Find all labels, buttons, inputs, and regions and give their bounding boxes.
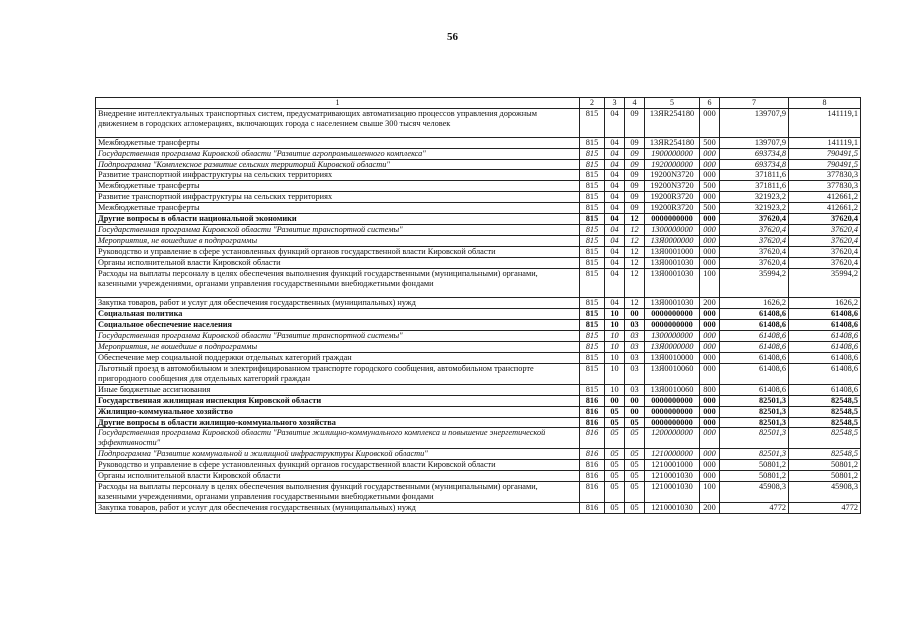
- row-section-cell: 04: [605, 108, 625, 137]
- row-ministry-cell: 815: [580, 319, 605, 330]
- row-expense-type-cell: 000: [700, 363, 720, 384]
- row-amount-1-cell: 61408,6: [720, 319, 789, 330]
- row-target-cell: 19200R3720: [645, 192, 700, 203]
- table-row: [96, 203, 861, 214]
- row-name-cell: Межбюджетные трансферты: [96, 137, 580, 148]
- row-expense-type-cell: 000: [700, 428, 720, 449]
- row-expense-type-cell: 000: [700, 449, 720, 460]
- row-amount-1-cell: 82501,3: [720, 395, 789, 406]
- table-row: [96, 192, 861, 203]
- row-target-cell: 13Я0010000: [645, 352, 700, 363]
- row-amount-1-cell: 50801,2: [720, 471, 789, 482]
- row-amount-2-cell: 61408,6: [789, 330, 861, 341]
- row-amount-1-cell: 321923,2: [720, 203, 789, 214]
- row-expense-type-cell: 000: [700, 108, 720, 137]
- table-row: [96, 460, 861, 471]
- row-name-cell: Развитие транспортной инфраструктуры на сельских территориях: [96, 170, 580, 181]
- row-amount-1-cell: 693734,8: [720, 159, 789, 170]
- row-name-cell: Мероприятия, не вошедшие в подпрограммы: [96, 236, 580, 247]
- row-expense-type-cell: 500: [700, 181, 720, 192]
- row-amount-1-cell: 371811,6: [720, 170, 789, 181]
- row-expense-type-cell: 000: [700, 159, 720, 170]
- row-subsection-cell: 12: [625, 214, 645, 225]
- table-row: [96, 341, 861, 352]
- row-section-cell: 10: [605, 363, 625, 384]
- row-target-cell: 0000000000: [645, 406, 700, 417]
- row-amount-2-cell: 790491,5: [789, 148, 861, 159]
- row-amount-1-cell: 61408,6: [720, 308, 789, 319]
- row-name-cell: Руководство и управление в сфере установленных функций органов государственной власти Кировской области: [96, 460, 580, 471]
- row-expense-type-cell: 000: [700, 258, 720, 269]
- row-amount-2-cell: 37620,4: [789, 214, 861, 225]
- row-section-cell: 10: [605, 384, 625, 395]
- row-target-cell: 19200R3720: [645, 203, 700, 214]
- row-subsection-cell: 03: [625, 363, 645, 384]
- row-expense-type-cell: 000: [700, 406, 720, 417]
- row-subsection-cell: 09: [625, 192, 645, 203]
- row-target-cell: 0000000000: [645, 417, 700, 428]
- row-subsection-cell: 09: [625, 148, 645, 159]
- table-row: [96, 482, 861, 503]
- table-row: [96, 406, 861, 417]
- row-amount-1-cell: 45908,3: [720, 482, 789, 503]
- table-row: [96, 170, 861, 181]
- row-expense-type-cell: 000: [700, 170, 720, 181]
- row-amount-2-cell: 1626,2: [789, 298, 861, 309]
- row-amount-1-cell: 37620,4: [720, 214, 789, 225]
- row-expense-type-cell: 000: [700, 341, 720, 352]
- row-section-cell: 05: [605, 417, 625, 428]
- row-amount-1-cell: 139707,9: [720, 108, 789, 137]
- table-row: [96, 236, 861, 247]
- row-subsection-cell: 03: [625, 384, 645, 395]
- row-ministry-cell: 815: [580, 269, 605, 298]
- row-target-cell: 13Я0010060: [645, 384, 700, 395]
- row-name-cell: Государственная программа Кировской области "Развитие транспортной системы": [96, 330, 580, 341]
- row-section-cell: 04: [605, 214, 625, 225]
- table-row: [96, 308, 861, 319]
- row-amount-2-cell: 141119,1: [789, 108, 861, 137]
- row-name-cell: Другие вопросы в области жилищно-коммунального хозяйства: [96, 417, 580, 428]
- header-cell-8: 8: [789, 98, 861, 109]
- table-row: [96, 269, 861, 298]
- row-name-cell: Руководство и управление в сфере установленных функций органов государственной власти Кировской области: [96, 247, 580, 258]
- row-amount-1-cell: 37620,4: [720, 225, 789, 236]
- row-target-cell: 13ЯR254180: [645, 108, 700, 137]
- row-target-cell: 0000000000: [645, 319, 700, 330]
- table-row: [96, 449, 861, 460]
- row-target-cell: 0000000000: [645, 214, 700, 225]
- header-cell-2: 2: [580, 98, 605, 109]
- row-target-cell: 1200000000: [645, 428, 700, 449]
- table-row: [96, 330, 861, 341]
- row-subsection-cell: 12: [625, 298, 645, 309]
- table-row: [96, 352, 861, 363]
- row-amount-2-cell: 61408,6: [789, 341, 861, 352]
- table-row: [96, 319, 861, 330]
- row-target-cell: 1210001030: [645, 471, 700, 482]
- row-name-cell: Органы исполнительной власти Кировской области: [96, 471, 580, 482]
- row-name-cell: Государственная программа Кировской области "Развитие транспортной системы": [96, 225, 580, 236]
- row-amount-2-cell: 61408,6: [789, 352, 861, 363]
- row-section-cell: 04: [605, 137, 625, 148]
- row-section-cell: 04: [605, 247, 625, 258]
- row-subsection-cell: 05: [625, 449, 645, 460]
- row-amount-2-cell: 82548,5: [789, 417, 861, 428]
- row-expense-type-cell: 100: [700, 269, 720, 298]
- row-expense-type-cell: 000: [700, 460, 720, 471]
- row-amount-2-cell: 82548,5: [789, 428, 861, 449]
- row-name-cell: Мероприятия, не вошедшие в подпрограммы: [96, 341, 580, 352]
- row-name-cell: Внедрение интеллектуальных транспортных систем, предусматривающих автоматизацию процессов управления дорожным движением в городских агломерациях, включающих города с населением свыше 300 тысяч человек: [96, 108, 580, 137]
- row-section-cell: 04: [605, 236, 625, 247]
- header-cell-7: 7: [720, 98, 789, 109]
- row-subsection-cell: 05: [625, 460, 645, 471]
- row-ministry-cell: 815: [580, 247, 605, 258]
- row-amount-2-cell: 35994,2: [789, 269, 861, 298]
- row-ministry-cell: 816: [580, 460, 605, 471]
- row-amount-2-cell: 790491,5: [789, 159, 861, 170]
- row-name-cell: Иные бюджетные ассигнования: [96, 384, 580, 395]
- table-row: [96, 503, 861, 514]
- row-subsection-cell: 12: [625, 225, 645, 236]
- table-header-row: [96, 98, 861, 109]
- row-name-cell: Подпрограмма "Комплексное развитие сельских территорий Кировской области": [96, 159, 580, 170]
- row-target-cell: 13Я0001030: [645, 298, 700, 309]
- row-amount-1-cell: 50801,2: [720, 460, 789, 471]
- row-amount-1-cell: 82501,3: [720, 449, 789, 460]
- table-row: [96, 258, 861, 269]
- row-target-cell: 13Я0001000: [645, 247, 700, 258]
- row-ministry-cell: 815: [580, 159, 605, 170]
- row-expense-type-cell: 000: [700, 330, 720, 341]
- row-amount-1-cell: 61408,6: [720, 363, 789, 384]
- row-expense-type-cell: 000: [700, 247, 720, 258]
- row-subsection-cell: 05: [625, 428, 645, 449]
- row-target-cell: 1210001030: [645, 503, 700, 514]
- row-section-cell: 04: [605, 159, 625, 170]
- row-expense-type-cell: 000: [700, 236, 720, 247]
- row-ministry-cell: 815: [580, 181, 605, 192]
- row-target-cell: 1300000000: [645, 225, 700, 236]
- row-ministry-cell: 815: [580, 341, 605, 352]
- row-target-cell: 13Я0000000: [645, 341, 700, 352]
- row-expense-type-cell: 800: [700, 384, 720, 395]
- row-subsection-cell: 05: [625, 503, 645, 514]
- row-ministry-cell: 816: [580, 428, 605, 449]
- row-section-cell: 04: [605, 258, 625, 269]
- row-amount-1-cell: 37620,4: [720, 258, 789, 269]
- row-subsection-cell: 05: [625, 417, 645, 428]
- table-body: [96, 98, 861, 514]
- row-amount-1-cell: 61408,6: [720, 384, 789, 395]
- row-amount-2-cell: 61408,6: [789, 319, 861, 330]
- row-subsection-cell: 12: [625, 236, 645, 247]
- row-expense-type-cell: 000: [700, 225, 720, 236]
- row-ministry-cell: 815: [580, 363, 605, 384]
- row-name-cell: Подпрограмма "Развитие коммунальной и жилищной инфраструктуры Кировской области": [96, 449, 580, 460]
- row-amount-1-cell: 4772: [720, 503, 789, 514]
- header-cell-4: 4: [625, 98, 645, 109]
- row-target-cell: 13Я0010060: [645, 363, 700, 384]
- table-row: [96, 108, 861, 137]
- row-section-cell: 05: [605, 449, 625, 460]
- row-ministry-cell: 815: [580, 298, 605, 309]
- row-ministry-cell: 815: [580, 352, 605, 363]
- row-target-cell: 19200N3720: [645, 170, 700, 181]
- row-expense-type-cell: 000: [700, 148, 720, 159]
- row-amount-1-cell: 82501,3: [720, 428, 789, 449]
- row-subsection-cell: 03: [625, 330, 645, 341]
- row-section-cell: 05: [605, 460, 625, 471]
- row-amount-1-cell: 35994,2: [720, 269, 789, 298]
- row-amount-2-cell: 37620,4: [789, 236, 861, 247]
- row-amount-2-cell: 82548,5: [789, 406, 861, 417]
- row-target-cell: 13Я0001030: [645, 258, 700, 269]
- row-subsection-cell: 00: [625, 308, 645, 319]
- row-section-cell: 05: [605, 406, 625, 417]
- row-section-cell: 04: [605, 192, 625, 203]
- row-target-cell: 0000000000: [645, 395, 700, 406]
- row-amount-1-cell: 693734,8: [720, 148, 789, 159]
- row-target-cell: 1210001030: [645, 482, 700, 503]
- row-ministry-cell: 816: [580, 417, 605, 428]
- row-section-cell: 10: [605, 308, 625, 319]
- row-expense-type-cell: 000: [700, 471, 720, 482]
- row-name-cell: Обеспечение мер социальной поддержки отдельных категорий граждан: [96, 352, 580, 363]
- row-subsection-cell: 00: [625, 395, 645, 406]
- row-amount-1-cell: 321923,2: [720, 192, 789, 203]
- row-subsection-cell: 00: [625, 406, 645, 417]
- row-target-cell: 13ЯR254180: [645, 137, 700, 148]
- budget-table: [95, 97, 861, 514]
- row-amount-2-cell: 37620,4: [789, 247, 861, 258]
- row-ministry-cell: 816: [580, 503, 605, 514]
- row-target-cell: 1900000000: [645, 148, 700, 159]
- row-subsection-cell: 12: [625, 247, 645, 258]
- row-ministry-cell: 816: [580, 449, 605, 460]
- table-row: [96, 298, 861, 309]
- row-section-cell: 04: [605, 170, 625, 181]
- row-ministry-cell: 815: [580, 192, 605, 203]
- row-name-cell: Государственная программа Кировской области "Развитие агропромышленного комплекса": [96, 148, 580, 159]
- header-cell-1: 1: [96, 98, 580, 109]
- row-amount-1-cell: 371811,6: [720, 181, 789, 192]
- row-name-cell: Расходы на выплаты персоналу в целях обеспечения выполнения функций государственными (муниципальными) органами, казенными учреждениями, органами управления государственными внебюджетными фондами: [96, 482, 580, 503]
- row-subsection-cell: 12: [625, 269, 645, 298]
- row-name-cell: Социальная политика: [96, 308, 580, 319]
- row-name-cell: Расходы на выплаты персоналу в целях обеспечения выполнения функций государственными (муниципальными) органами, казенными учреждениями, органами управления государственными внебюджетными фондами: [96, 269, 580, 298]
- row-subsection-cell: 05: [625, 482, 645, 503]
- row-section-cell: 10: [605, 319, 625, 330]
- row-subsection-cell: 09: [625, 181, 645, 192]
- row-expense-type-cell: 000: [700, 417, 720, 428]
- row-section-cell: 04: [605, 203, 625, 214]
- row-amount-2-cell: 50801,2: [789, 471, 861, 482]
- row-section-cell: 04: [605, 148, 625, 159]
- row-subsection-cell: 12: [625, 258, 645, 269]
- row-amount-2-cell: 377830,3: [789, 170, 861, 181]
- row-amount-2-cell: 61408,6: [789, 384, 861, 395]
- row-expense-type-cell: 500: [700, 203, 720, 214]
- row-amount-1-cell: 61408,6: [720, 341, 789, 352]
- row-amount-2-cell: 412661,2: [789, 192, 861, 203]
- row-section-cell: 05: [605, 503, 625, 514]
- row-expense-type-cell: 000: [700, 352, 720, 363]
- header-cell-5: 5: [645, 98, 700, 109]
- row-ministry-cell: 815: [580, 225, 605, 236]
- table-row: [96, 363, 861, 384]
- row-amount-1-cell: 61408,6: [720, 352, 789, 363]
- table-row: [96, 417, 861, 428]
- row-amount-2-cell: 61408,6: [789, 363, 861, 384]
- row-section-cell: 05: [605, 428, 625, 449]
- row-section-cell: 10: [605, 352, 625, 363]
- row-name-cell: Льготный проезд в автомобильном и электрифицированном транспорте городского сообщения, автомобильном транспорте пригородного сообщения для отдельных категорий граждан: [96, 363, 580, 384]
- table-row: [96, 247, 861, 258]
- row-amount-1-cell: 37620,4: [720, 236, 789, 247]
- row-name-cell: Закупка товаров, работ и услуг для обеспечения государственных (муниципальных) нужд: [96, 503, 580, 514]
- row-subsection-cell: 09: [625, 159, 645, 170]
- row-name-cell: Другие вопросы в области национальной экономики: [96, 214, 580, 225]
- row-target-cell: 1300000000: [645, 330, 700, 341]
- row-name-cell: Межбюджетные трансферты: [96, 181, 580, 192]
- table-row: [96, 428, 861, 449]
- row-subsection-cell: 03: [625, 319, 645, 330]
- row-name-cell: Органы исполнительной власти Кировской области: [96, 258, 580, 269]
- row-subsection-cell: 09: [625, 170, 645, 181]
- row-name-cell: Межбюджетные трансферты: [96, 203, 580, 214]
- table-row: [96, 148, 861, 159]
- row-name-cell: Жилищно-коммунальное хозяйство: [96, 406, 580, 417]
- row-amount-2-cell: 61408,6: [789, 308, 861, 319]
- row-amount-1-cell: 139707,9: [720, 137, 789, 148]
- header-cell-6: 6: [700, 98, 720, 109]
- row-amount-1-cell: 1626,2: [720, 298, 789, 309]
- row-section-cell: 05: [605, 471, 625, 482]
- row-section-cell: 00: [605, 395, 625, 406]
- row-ministry-cell: 816: [580, 471, 605, 482]
- row-amount-1-cell: 61408,6: [720, 330, 789, 341]
- row-ministry-cell: 815: [580, 308, 605, 319]
- row-amount-2-cell: 37620,4: [789, 225, 861, 236]
- row-section-cell: 10: [605, 341, 625, 352]
- row-amount-2-cell: 37620,4: [789, 258, 861, 269]
- header-cell-3: 3: [605, 98, 625, 109]
- row-section-cell: 10: [605, 330, 625, 341]
- row-ministry-cell: 815: [580, 330, 605, 341]
- row-section-cell: 04: [605, 225, 625, 236]
- row-amount-2-cell: 141119,1: [789, 137, 861, 148]
- row-subsection-cell: 03: [625, 352, 645, 363]
- row-target-cell: 19200N3720: [645, 181, 700, 192]
- row-expense-type-cell: 100: [700, 482, 720, 503]
- row-name-cell: Государственная жилищная инспекция Кировской области: [96, 395, 580, 406]
- row-ministry-cell: 815: [580, 170, 605, 181]
- row-expense-type-cell: 000: [700, 319, 720, 330]
- row-amount-2-cell: 4772: [789, 503, 861, 514]
- row-ministry-cell: 815: [580, 236, 605, 247]
- row-subsection-cell: 09: [625, 137, 645, 148]
- row-target-cell: 1210001000: [645, 460, 700, 471]
- table-row: [96, 471, 861, 482]
- row-ministry-cell: 815: [580, 214, 605, 225]
- table-row: [96, 384, 861, 395]
- row-ministry-cell: 815: [580, 384, 605, 395]
- row-amount-2-cell: 45908,3: [789, 482, 861, 503]
- row-amount-2-cell: 82548,5: [789, 395, 861, 406]
- row-ministry-cell: 816: [580, 482, 605, 503]
- row-name-cell: Развитие транспортной инфраструктуры на сельских территориях: [96, 192, 580, 203]
- row-ministry-cell: 816: [580, 406, 605, 417]
- row-target-cell: 0000000000: [645, 308, 700, 319]
- row-amount-2-cell: 50801,2: [789, 460, 861, 471]
- row-expense-type-cell: 000: [700, 395, 720, 406]
- row-target-cell: 13Я0001030: [645, 269, 700, 298]
- page-number: 56: [447, 31, 458, 43]
- table-row: [96, 225, 861, 236]
- row-name-cell: Государственная программа Кировской области "Развитие жилищно-коммунального комплекса и повышение энергетической эффективности": [96, 428, 580, 449]
- table-row: [96, 159, 861, 170]
- row-subsection-cell: 09: [625, 203, 645, 214]
- row-expense-type-cell: 500: [700, 137, 720, 148]
- row-expense-type-cell: 000: [700, 308, 720, 319]
- row-amount-2-cell: 82548,5: [789, 449, 861, 460]
- row-expense-type-cell: 000: [700, 192, 720, 203]
- row-ministry-cell: 815: [580, 148, 605, 159]
- row-expense-type-cell: 200: [700, 503, 720, 514]
- row-subsection-cell: 05: [625, 471, 645, 482]
- row-target-cell: 1920000000: [645, 159, 700, 170]
- row-target-cell: 13Я0000000: [645, 236, 700, 247]
- row-name-cell: Социальное обеспечение населения: [96, 319, 580, 330]
- row-subsection-cell: 03: [625, 341, 645, 352]
- row-ministry-cell: 815: [580, 203, 605, 214]
- row-ministry-cell: 815: [580, 137, 605, 148]
- table-row: [96, 214, 861, 225]
- table-row: [96, 395, 861, 406]
- row-expense-type-cell: 000: [700, 214, 720, 225]
- row-expense-type-cell: 200: [700, 298, 720, 309]
- row-name-cell: Закупка товаров, работ и услуг для обеспечения государственных (муниципальных) нужд: [96, 298, 580, 309]
- row-amount-1-cell: 37620,4: [720, 247, 789, 258]
- row-ministry-cell: 816: [580, 395, 605, 406]
- row-amount-2-cell: 412661,2: [789, 203, 861, 214]
- row-section-cell: 04: [605, 269, 625, 298]
- row-section-cell: 05: [605, 482, 625, 503]
- row-amount-1-cell: 82501,3: [720, 417, 789, 428]
- row-section-cell: 04: [605, 298, 625, 309]
- row-target-cell: 1210000000: [645, 449, 700, 460]
- row-amount-1-cell: 82501,3: [720, 406, 789, 417]
- table-row: [96, 137, 861, 148]
- row-ministry-cell: 815: [580, 108, 605, 137]
- table-row: [96, 181, 861, 192]
- row-amount-2-cell: 377830,3: [789, 181, 861, 192]
- row-ministry-cell: 815: [580, 258, 605, 269]
- row-section-cell: 04: [605, 181, 625, 192]
- row-subsection-cell: 09: [625, 108, 645, 137]
